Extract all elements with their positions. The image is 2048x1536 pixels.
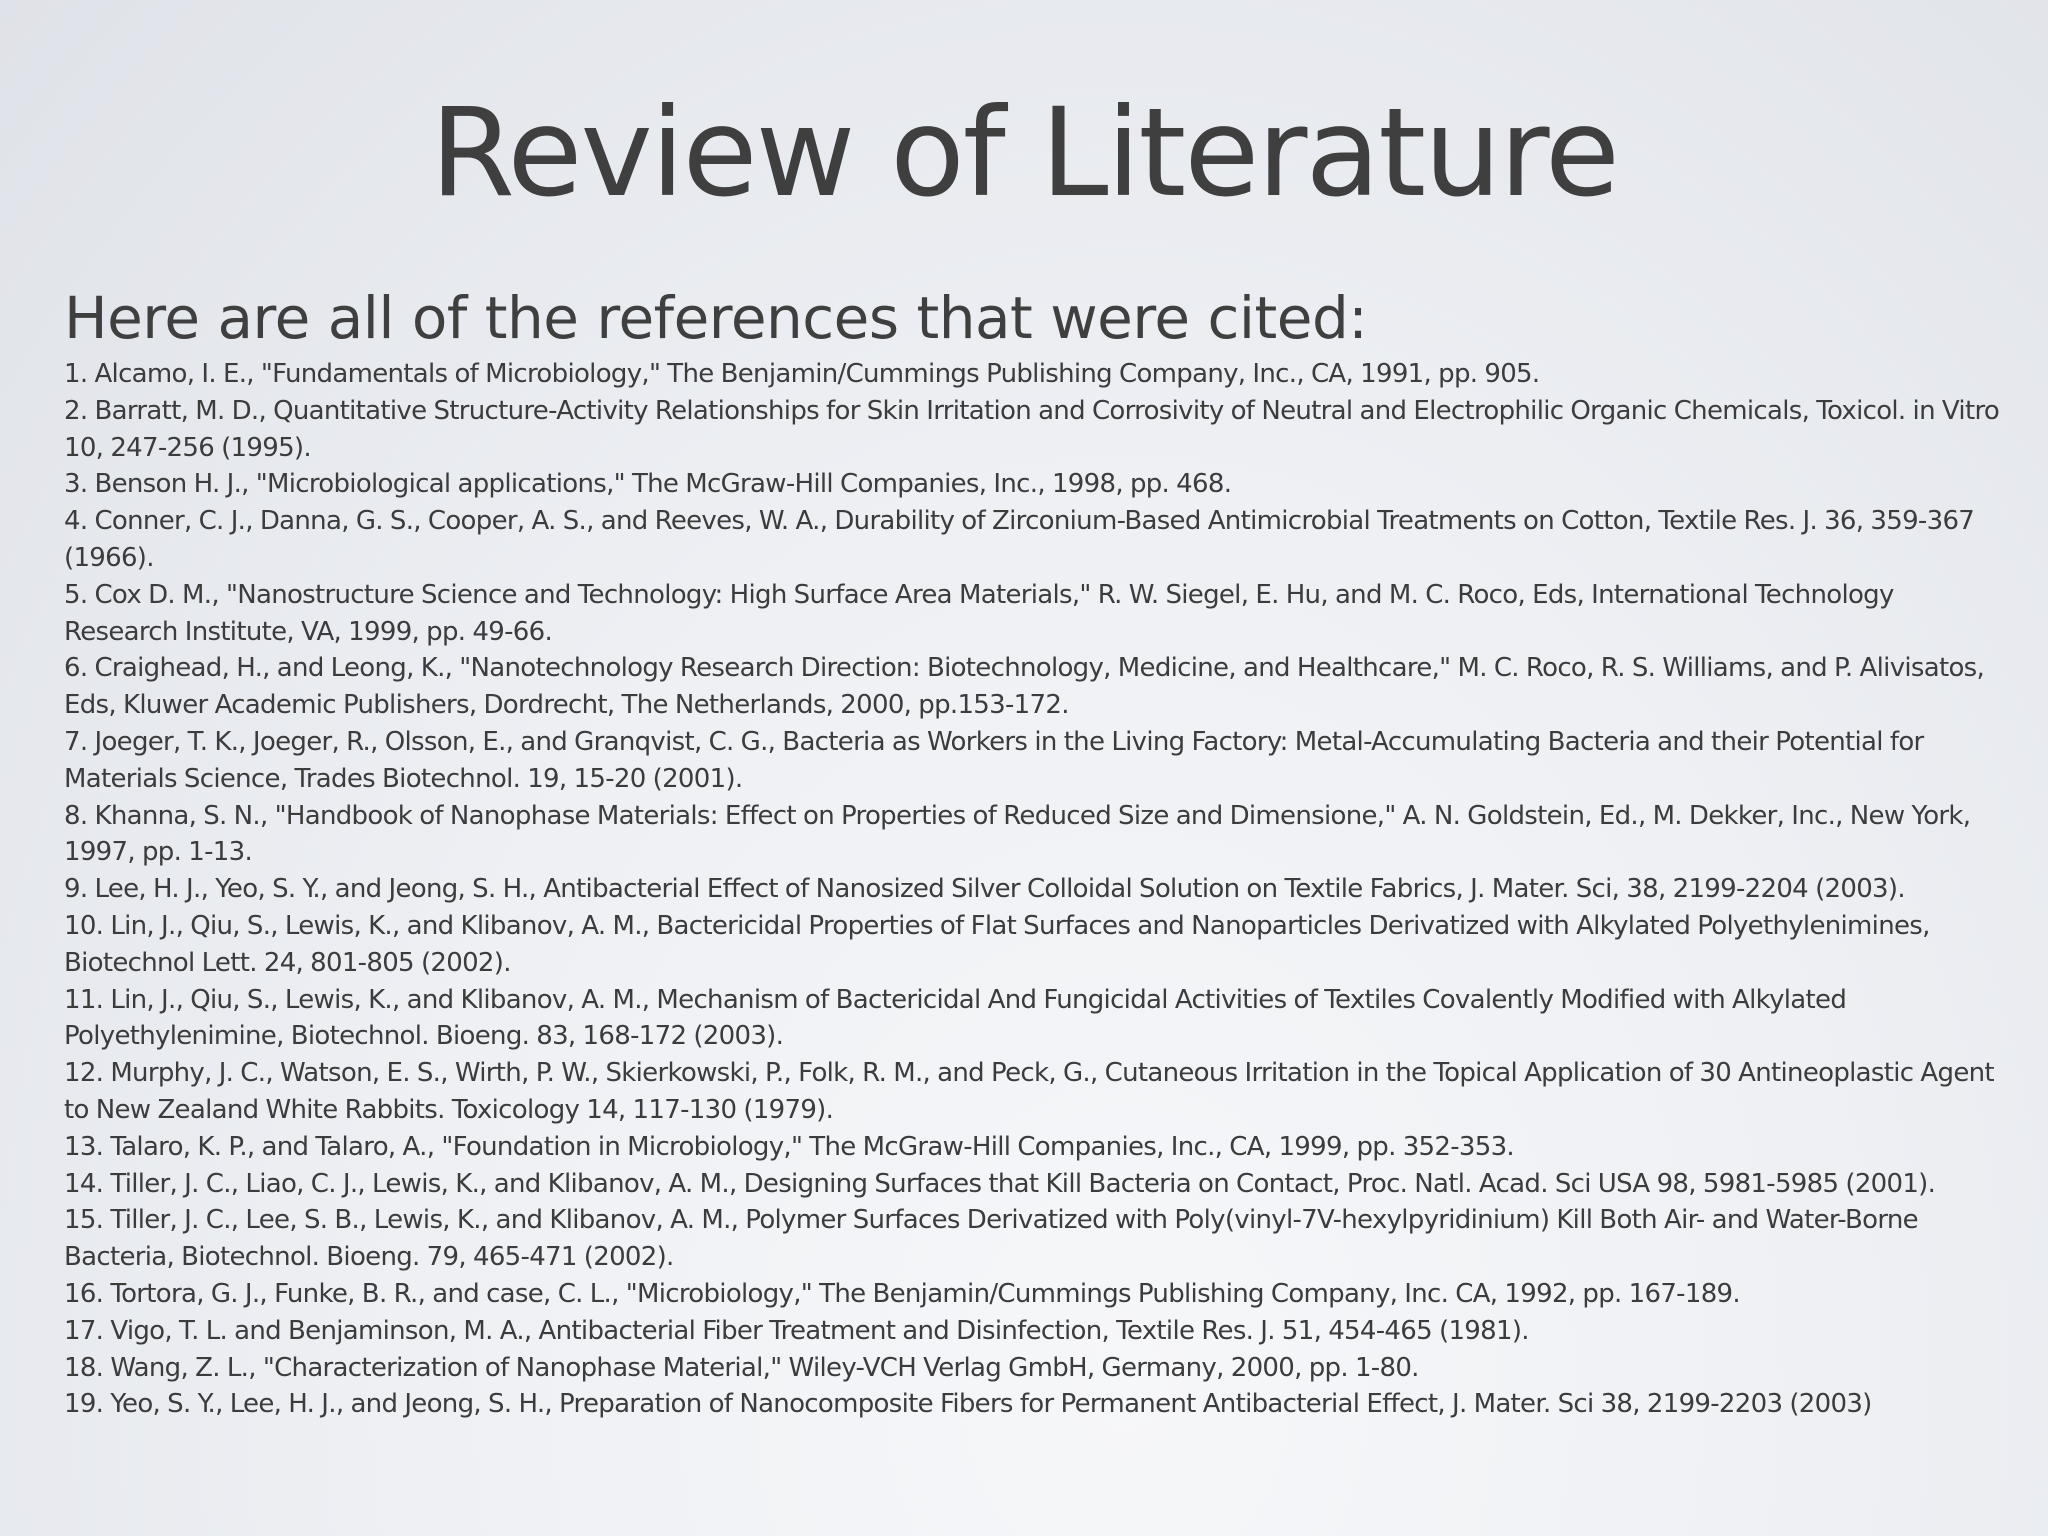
reference-item: 8. Khanna, S. N., "Handbook of Nanophase Materials: Effect on Properties of Reduced Size and Dimensione," A. N. Goldstein, Ed., M. Dekker, Inc., New York, 1997, pp. 1-13.: [64, 800, 1971, 868]
reference-item: 4. Conner, C. J., Danna, G. S., Cooper, A. S., and Reeves, W. A., Durability of Zirconium-Based Antimicrobial Treatments on Cotton, Textile Res. J. 36, 359-367 (1966).: [64, 506, 1975, 573]
reference-item: 7. Joeger, T. K., Joeger, R., Olsson, E., and Granqvist, C. G., Bacteria as Workers in the Living Factory: Metal-Accumulating Bacteria and their Potential for Materials Science, Trades Biotechnol. 19, 15-20 (2001).: [64, 726, 1924, 794]
reference-item: 17. Vigo, T. L. and Benjaminson, M. A., Antibacterial Fiber Treatment and Disinfection, Textile Res. J. 51, 454-465 (1981).: [64, 1315, 1529, 1346]
reference-item: 15. Tiller, J. C., Lee, S. B., Lewis, K., and Klibanov, A. M., Polymer Surfaces Derivatized with Poly(vinyl-7V-hexylpyridinium) Kill Both Air- and Water-Borne Bacteria, Biotechnol. Bioeng. 79, 465-471 (2002).: [64, 1205, 1918, 1273]
reference-item: 5. Cox D. M., "Nanostructure Science and Technology: High Surface Area Materials," R. W. Siegel, E. Hu, and M. C. Roco, Eds, International Technology Research Institute, VA, 1999, pp. 49-66.: [64, 579, 1894, 647]
reference-item: 1. Alcamo, I. E., "Fundamentals of Microbiology," The Benjamin/Cummings Publishing Company, Inc., CA, 1991, pp. 905.: [64, 359, 1540, 389]
reference-item: 18. Wang, Z. L., "Characterization of Nanophase Material," Wiley-VCH Verlag GmbH, Germany, 2000, pp. 1-80.: [64, 1352, 1419, 1383]
reference-item: 2. Barratt, M. D., Quantitative Structure-Activity Relationships for Skin Irritation and Corrosivity of Neutral and Electrophilic Organic Chemicals, Toxicol. in Vitro 10, 247-256 (1995).: [64, 395, 2000, 463]
reference-item: 9. Lee, H. J., Yeo, S. Y., and Jeong, S. H., Antibacterial Effect of Nanosized Silver Colloidal Solution on Textile Fabrics, J. Mater. Sci, 38, 2199-2204 (2003).: [64, 874, 1905, 905]
reference-item: 11. Lin, J., Qiu, S., Lewis, K., and Klibanov, A. M., Mechanism of Bactericidal And Fungicidal Activities of Textiles Covalently Modified with Alkylated Polyethylenimine, Biotechnol. Bioeng. 83, 168-172 (2003).: [64, 984, 1847, 1052]
reference-item: 16. Tortora, G. J., Funke, B. R., and case, C. L., "Microbiology," The Benjamin/Cummings Publishing Company, Inc. CA, 1992, pp. 167-189.: [64, 1278, 1740, 1309]
slide-title: Review of Literature: [430, 82, 1618, 224]
reference-item: 3. Benson H. J., "Microbiological applications," The McGraw-Hill Companies, Inc., 1998, pp. 468.: [64, 469, 1232, 500]
reference-item: 13. Talaro, K. P., and Talaro, A., "Foundation in Microbiology," The McGraw-Hill Companies, Inc., CA, 1999, pp. 352-353.: [64, 1131, 1514, 1162]
slide-subtitle: Here are all of the references that were cited:: [64, 284, 1368, 352]
reference-item: 10. Lin, J., Qiu, S., Lewis, K., and Klibanov, A. M., Bactericidal Properties of Flat Surfaces and Nanoparticles Derivatized with Alkylated Polyethylenimines, Biotechnol Lett. 24, 801-805 (2002).: [64, 910, 1930, 978]
reference-item: 19. Yeo, S. Y., Lee, H. J., and Jeong, S. H., Preparation of Nanocomposite Fibers for Permanent Antibacterial Effect, J. Mater. Sci 38, 2199-2203 (2003): [64, 1389, 1872, 1420]
reference-list: [64, 356, 2000, 1423]
reference-item: 12. Murphy, J. C., Watson, E. S., Wirth, P. W., Skierkowski, P., Folk, R. M., and Peck, G., Cutaneous Irritation in the Topical Application of 30 Antineoplastic Agent to New Zealand White Rabbits. Toxicology 14, 117-130 (1979).: [64, 1058, 1994, 1125]
reference-item: 6. Craighead, H., and Leong, K., "Nanotechnology Research Direction: Biotechnology, Medicine, and Healthcare," M. C. Roco, R. S. Williams, and P. Alivisatos, Eds, Kluwer Academic Publishers, Dordrecht, The Netherlands, 2000, pp.153-172.: [64, 653, 1985, 721]
reference-item: 14. Tiller, J. C., Liao, C. J., Lewis, K., and Klibanov, A. M., Designing Surfaces that Kill Bacteria on Contact, Proc. Natl. Acad. Sci USA 98, 5981-5985 (2001).: [64, 1168, 1936, 1199]
